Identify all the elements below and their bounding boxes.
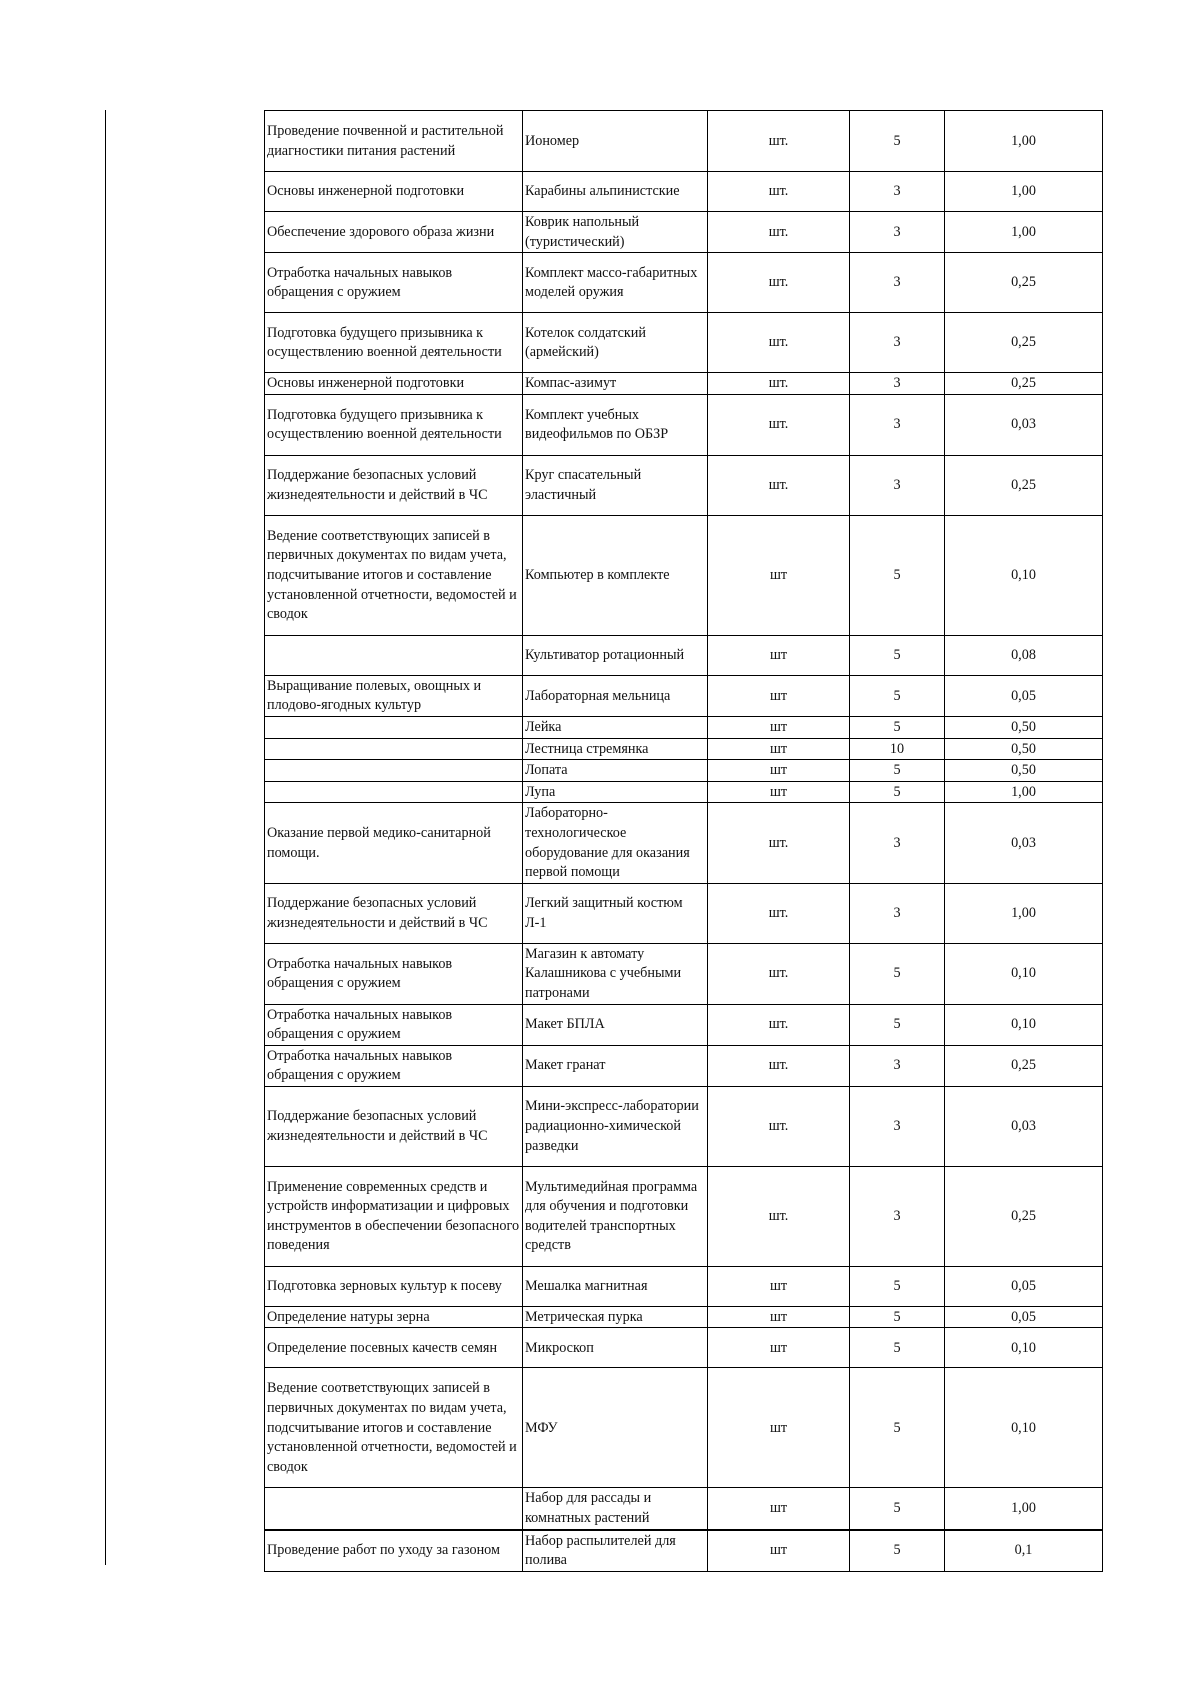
- norm-cell: 0,25: [945, 1166, 1103, 1266]
- table-row: [265, 1004, 1103, 1045]
- item-cell: Мультимедийная программа для обучения и подготовки водителей транспортных средств: [523, 1166, 708, 1266]
- activity-cell: Выращивание полевых, овощных и плодово-ягодных культур: [265, 675, 523, 716]
- activity-cell: Отработка начальных навыков обращения с оружием: [265, 943, 523, 1004]
- activity-cell: Определение посевных качеств семян: [265, 1328, 523, 1368]
- item-cell: Лопата: [523, 760, 708, 782]
- quantity-cell: 5: [850, 943, 945, 1004]
- item-cell: Мешалка магнитная: [523, 1266, 708, 1306]
- unit-cell: шт: [708, 716, 850, 738]
- table-row: [265, 1306, 1103, 1328]
- table-row: [265, 781, 1103, 803]
- item-cell: Лабораторная мельница: [523, 675, 708, 716]
- item-cell: Макет БПЛА: [523, 1004, 708, 1045]
- norm-cell: 1,00: [945, 111, 1103, 172]
- activity-cell: Отработка начальных навыков обращения с оружием: [265, 1045, 523, 1086]
- table-row: [265, 1488, 1103, 1530]
- item-cell: Набор распылителей для полива: [523, 1530, 708, 1572]
- unit-cell: шт: [708, 635, 850, 675]
- table-row: [265, 1045, 1103, 1086]
- quantity-cell: 5: [850, 1004, 945, 1045]
- table-row: [265, 1166, 1103, 1266]
- table-row: [265, 455, 1103, 515]
- norm-cell: 0,03: [945, 394, 1103, 455]
- norm-cell: 0,25: [945, 373, 1103, 395]
- quantity-cell: 3: [850, 394, 945, 455]
- quantity-cell: 3: [850, 313, 945, 373]
- unit-cell: шт.: [708, 1086, 850, 1166]
- unit-cell: шт: [708, 1530, 850, 1572]
- unit-cell: шт: [708, 760, 850, 782]
- quantity-cell: 5: [850, 1306, 945, 1328]
- table-row: [265, 172, 1103, 212]
- activity-cell: Подготовка будущего призывника к осуществлению военной деятельности: [265, 313, 523, 373]
- quantity-cell: 3: [850, 253, 945, 313]
- item-cell: Культиватор ротационный: [523, 635, 708, 675]
- norm-cell: 1,00: [945, 1488, 1103, 1530]
- table-row: [265, 760, 1103, 782]
- item-cell: Легкий защитный костюм Л-1: [523, 883, 708, 943]
- norm-cell: 0,25: [945, 313, 1103, 373]
- norm-cell: 0,25: [945, 1045, 1103, 1086]
- activity-cell: [265, 635, 523, 675]
- item-cell: Лейка: [523, 716, 708, 738]
- activity-cell: Подготовка зерновых культур к посеву: [265, 1266, 523, 1306]
- unit-cell: шт: [708, 515, 850, 635]
- norm-cell: 0,50: [945, 738, 1103, 760]
- table-row: [265, 803, 1103, 883]
- table-row: [265, 212, 1103, 253]
- activity-cell: [265, 1488, 523, 1530]
- activity-cell: [265, 716, 523, 738]
- norm-cell: 0,50: [945, 760, 1103, 782]
- norm-cell: 1,00: [945, 883, 1103, 943]
- table-row: [265, 1368, 1103, 1488]
- activity-cell: Основы инженерной подготовки: [265, 172, 523, 212]
- norm-cell: 0,10: [945, 1004, 1103, 1045]
- activity-cell: Отработка начальных навыков обращения с оружием: [265, 253, 523, 313]
- item-cell: Лабораторно-технологическое оборудование для оказания первой помощи: [523, 803, 708, 883]
- table-row: [265, 738, 1103, 760]
- norm-cell: 0,05: [945, 1306, 1103, 1328]
- norm-cell: 0,08: [945, 635, 1103, 675]
- norm-cell: 1,00: [945, 781, 1103, 803]
- activity-cell: Основы инженерной подготовки: [265, 373, 523, 395]
- page-margin-line: [105, 110, 106, 1565]
- quantity-cell: 10: [850, 738, 945, 760]
- norm-cell: 0,05: [945, 675, 1103, 716]
- unit-cell: шт.: [708, 253, 850, 313]
- table-row: [265, 1530, 1103, 1572]
- table-row: [265, 373, 1103, 395]
- quantity-cell: 5: [850, 675, 945, 716]
- unit-cell: шт: [708, 1306, 850, 1328]
- quantity-cell: 5: [850, 1328, 945, 1368]
- table-row: [265, 313, 1103, 373]
- item-cell: Лупа: [523, 781, 708, 803]
- activity-cell: Обеспечение здорового образа жизни: [265, 212, 523, 253]
- table-row: [265, 111, 1103, 172]
- item-cell: Компьютер в комплекте: [523, 515, 708, 635]
- quantity-cell: 5: [850, 635, 945, 675]
- item-cell: Коврик напольный (туристический): [523, 212, 708, 253]
- item-cell: Лестница стремянка: [523, 738, 708, 760]
- unit-cell: шт.: [708, 111, 850, 172]
- table-row: [265, 515, 1103, 635]
- activity-cell: Поддержание безопасных условий жизнедеятельности и действий в ЧС: [265, 1086, 523, 1166]
- activity-cell: Определение натуры зерна: [265, 1306, 523, 1328]
- quantity-cell: 3: [850, 212, 945, 253]
- item-cell: Магазин к автомату Калашникова с учебными патронами: [523, 943, 708, 1004]
- quantity-cell: 5: [850, 1266, 945, 1306]
- unit-cell: шт.: [708, 313, 850, 373]
- norm-cell: 0,10: [945, 1368, 1103, 1488]
- unit-cell: шт.: [708, 373, 850, 395]
- equipment-table: [264, 110, 1103, 1572]
- unit-cell: шт.: [708, 1045, 850, 1086]
- norm-cell: 1,00: [945, 172, 1103, 212]
- activity-cell: Ведение соответствующих записей в первичных документах по видам учета, подсчитывание итогов и составление установленной отчетности, ведомостей и сводок: [265, 1368, 523, 1488]
- norm-cell: 0,05: [945, 1266, 1103, 1306]
- quantity-cell: 3: [850, 373, 945, 395]
- unit-cell: шт.: [708, 1166, 850, 1266]
- quantity-cell: 5: [850, 1368, 945, 1488]
- unit-cell: шт.: [708, 943, 850, 1004]
- quantity-cell: 5: [850, 1488, 945, 1530]
- activity-cell: Проведение почвенной и растительной диагностики питания растений: [265, 111, 523, 172]
- activity-cell: Поддержание безопасных условий жизнедеятельности и действий в ЧС: [265, 455, 523, 515]
- table-row: [265, 883, 1103, 943]
- quantity-cell: 5: [850, 781, 945, 803]
- norm-cell: 0,50: [945, 716, 1103, 738]
- activity-cell: Отработка начальных навыков обращения с оружием: [265, 1004, 523, 1045]
- item-cell: Макет гранат: [523, 1045, 708, 1086]
- quantity-cell: 3: [850, 1045, 945, 1086]
- quantity-cell: 5: [850, 1530, 945, 1572]
- unit-cell: шт: [708, 1488, 850, 1530]
- unit-cell: шт.: [708, 212, 850, 253]
- unit-cell: шт: [708, 1368, 850, 1488]
- quantity-cell: 5: [850, 515, 945, 635]
- item-cell: Комплект учебных видеофильмов по ОБЗР: [523, 394, 708, 455]
- activity-cell: [265, 738, 523, 760]
- table-row: [265, 675, 1103, 716]
- item-cell: Котелок солдатский (армейский): [523, 313, 708, 373]
- table-row: [265, 1086, 1103, 1166]
- item-cell: Комплект массо-габаритных моделей оружия: [523, 253, 708, 313]
- quantity-cell: 3: [850, 883, 945, 943]
- activity-cell: Ведение соответствующих записей в первичных документах по видам учета, подсчитывание итогов и составление установленной отчетности, ведомостей и сводок: [265, 515, 523, 635]
- equipment-table-body: [265, 111, 1103, 1572]
- item-cell: МФУ: [523, 1368, 708, 1488]
- quantity-cell: 3: [850, 803, 945, 883]
- item-cell: Микроскоп: [523, 1328, 708, 1368]
- unit-cell: шт.: [708, 394, 850, 455]
- quantity-cell: 5: [850, 716, 945, 738]
- norm-cell: 0,10: [945, 1328, 1103, 1368]
- unit-cell: шт.: [708, 172, 850, 212]
- norm-cell: 0,03: [945, 803, 1103, 883]
- unit-cell: шт.: [708, 803, 850, 883]
- unit-cell: шт: [708, 1266, 850, 1306]
- unit-cell: шт.: [708, 883, 850, 943]
- activity-cell: Подготовка будущего призывника к осуществлению военной деятельности: [265, 394, 523, 455]
- norm-cell: 0,25: [945, 253, 1103, 313]
- table-row: [265, 716, 1103, 738]
- quantity-cell: 3: [850, 1166, 945, 1266]
- item-cell: Компас-азимут: [523, 373, 708, 395]
- item-cell: Метрическая пурка: [523, 1306, 708, 1328]
- unit-cell: шт: [708, 675, 850, 716]
- quantity-cell: 3: [850, 172, 945, 212]
- quantity-cell: 3: [850, 1086, 945, 1166]
- norm-cell: 1,00: [945, 212, 1103, 253]
- norm-cell: 0,25: [945, 455, 1103, 515]
- activity-cell: [265, 760, 523, 782]
- unit-cell: шт: [708, 738, 850, 760]
- activity-cell: Проведение работ по уходу за газоном: [265, 1530, 523, 1572]
- item-cell: Круг спасательный эластичный: [523, 455, 708, 515]
- norm-cell: 0,1: [945, 1530, 1103, 1572]
- item-cell: Карабины альпинистские: [523, 172, 708, 212]
- table-row: [265, 1266, 1103, 1306]
- activity-cell: [265, 781, 523, 803]
- norm-cell: 0,03: [945, 1086, 1103, 1166]
- norm-cell: 0,10: [945, 943, 1103, 1004]
- item-cell: Иономер: [523, 111, 708, 172]
- unit-cell: шт: [708, 1328, 850, 1368]
- table-row: [265, 394, 1103, 455]
- unit-cell: шт.: [708, 455, 850, 515]
- table-row: [265, 1328, 1103, 1368]
- quantity-cell: 3: [850, 455, 945, 515]
- quantity-cell: 5: [850, 760, 945, 782]
- table-row: [265, 253, 1103, 313]
- item-cell: Мини-экспресс-лаборатории радиационно-химической разведки: [523, 1086, 708, 1166]
- table-row: [265, 635, 1103, 675]
- activity-cell: Применение современных средств и устройств информатизации и цифровых инструментов в обеспечении безопасного поведения: [265, 1166, 523, 1266]
- quantity-cell: 5: [850, 111, 945, 172]
- activity-cell: Оказание первой медико-санитарной помощи.: [265, 803, 523, 883]
- unit-cell: шт.: [708, 1004, 850, 1045]
- norm-cell: 0,10: [945, 515, 1103, 635]
- unit-cell: шт: [708, 781, 850, 803]
- table-row: [265, 943, 1103, 1004]
- activity-cell: Поддержание безопасных условий жизнедеятельности и действий в ЧС: [265, 883, 523, 943]
- item-cell: Набор для рассады и комнатных растений: [523, 1488, 708, 1530]
